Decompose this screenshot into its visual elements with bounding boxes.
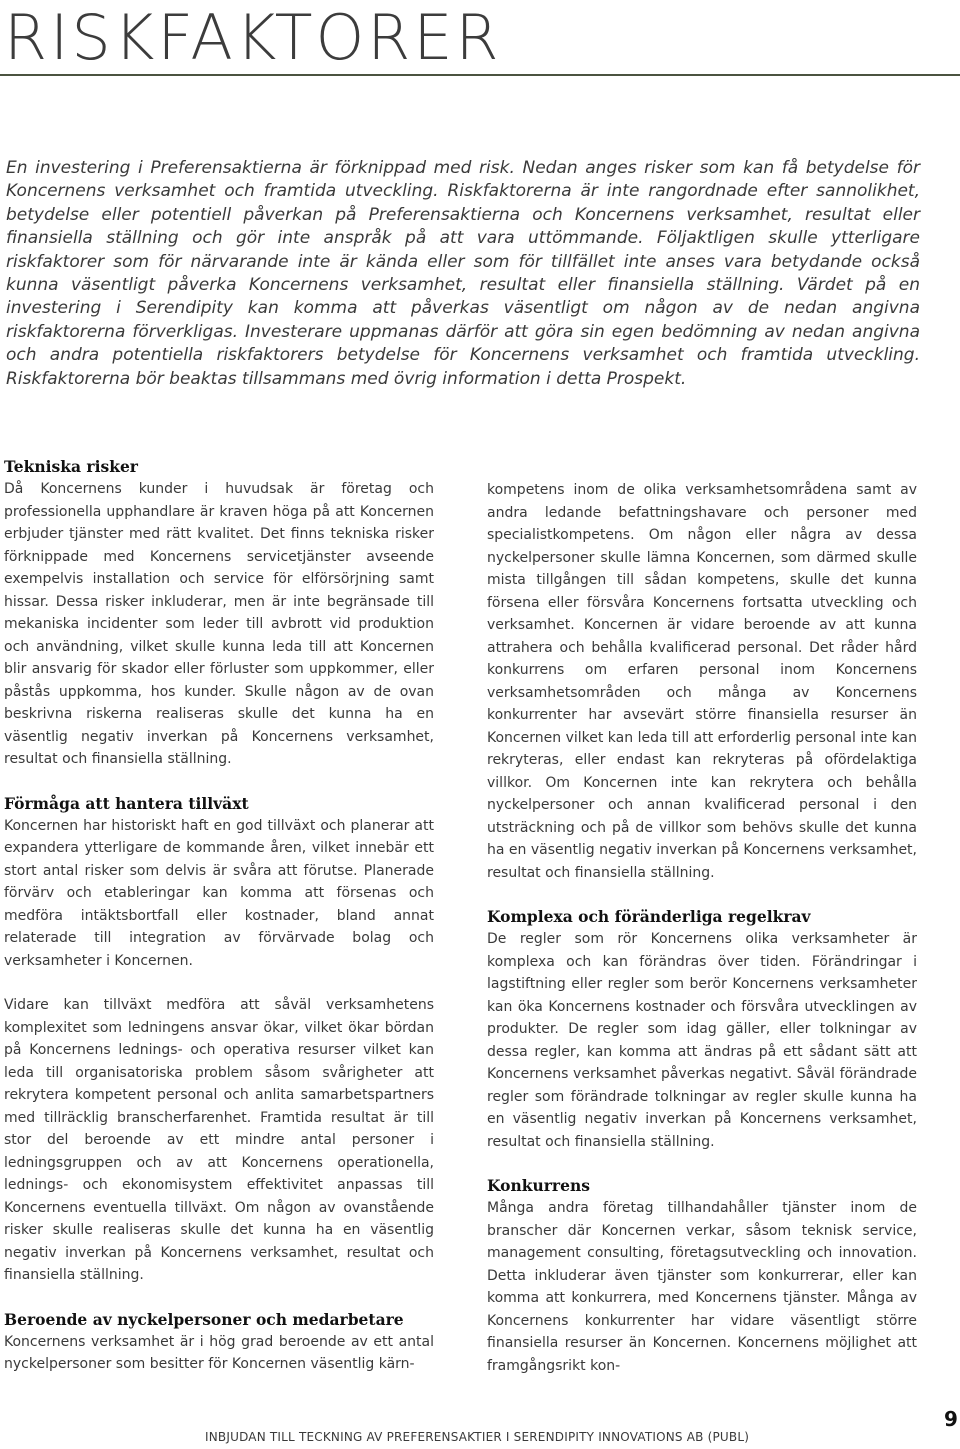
intro-paragraph: En investering i Preferensaktierna är förknippad med risk. Nedan anges risker som kan få betydelse för Koncernens verksamhet och framtida utveckling. Riskfaktorerna är inte rangordnade efter sannolikhet, betydelse eller potentiell påverkan på Preferensaktierna och Koncernens verksamhet, resultat eller finansiella ställning och gör inte anspråk på att vara uttömmande. Följaktligen skulle ytterligare riskfaktorer som för närvarande inte är kända eller som för tillfället inte anses vara betydande också kunna väsentligt påverka Koncernens verksamhet, resultat eller finansiella ställning. Värdet på en investering i Serendipity kan komma att påverkas väsentligt om någon av de nedan angivna riskfaktorerna förverkligas. Investerare uppmanas därför att göra sin egen bedömning av nedan angivna och andra potentiella riskfaktorers betydelse för Koncernens verksamhet och framtida utveckling. Riskfaktorerna bör beaktas tillsammans med övrig information i detta Prospekt. bbox=[6, 158, 920, 389]
section-heading-beroende-av-nyckelpersoner: Beroende av nyckelpersoner och medarbetare bbox=[4, 1309, 404, 1329]
section-heading-konkurrens: Konkurrens bbox=[487, 1176, 590, 1195]
section-paragraph: Vidare kan tillväxt medföra att såväl verksamhetens komplexitet som ledningens ansvar ökar, vilket ökar bördan på Koncernens lednings- och operativa resurser vilket kan leda till organisatoriska problem såsom svårigheter att rekrytera kompetent personal och anlita samarbetspartners med tillräcklig branscherfarenhet. Framtida resultat är till stor del beroende av ett mindre antal personer i ledningsgruppen och av att Koncernens operationella, lednings- och ekonomisystem effektivitet anpassas till Koncernens eventuella tillväxt. Om någon av ovanstående risker skulle realiseras skulle det kunna ha en väsentlig negativ inverkan på Koncernens verksamhet, resultat och finansiella ställning. bbox=[4, 997, 434, 1283]
section-heading-formaga-att-hantera-tillvaxt: Förmåga att hantera tillväxt bbox=[4, 793, 249, 813]
footer-text: INBJUDAN TILL TECKNING AV PREFERENSAKTIER I SERENDIPITY INNOVATIONS AB (PUBL) bbox=[205, 1430, 750, 1444]
title-divider bbox=[0, 74, 960, 76]
page-title: RISKFAKTORER bbox=[4, 1, 502, 74]
section-paragraph: Koncernen har historiskt haft en god tillväxt och planerar att expandera ytterligare de kommande åren, vilket innebär ett stort antal risker som delvis är svåra att förutse. Planerade förvärv och etableringar kan komma att försenas och medföra intäktsbortfall eller kostnader, bland annat relaterade till integration av förvärvade bolag och verksamheter i Koncernen. bbox=[4, 817, 434, 969]
section-paragraph: De regler som rör Koncernens olika verksamheter är komplexa och kan förändras över tiden. Förändringar i lagstiftning eller regler som berör Koncernens verksamheter kan öka Koncernens kostnader och försvåra utvecklingen av produkter. De regler som idag gäller, eller tolkningar av dessa regler, kan komma att ändras på ett sådant sätt att Koncernens verksamhet påverkas negativt. Såväl förändrade regler som förändrade tolkningar av regler skulle kunna ha en väsentlig negativ inverkan på Koncernens verksamhet, resultat och finansiella ställning. bbox=[487, 931, 917, 1150]
section-heading-tekniska-risker: Tekniska risker bbox=[4, 457, 138, 476]
section-paragraph: Då Koncernens kunder i huvudsak är företag och professionella upphandlare är kraven höga på att Koncernen erbjuder tjänster med rätt kvalitet. Det finns tekniska risker förknippade med Koncernens servicetjänster avseende exempelvis installation och service för elförsörjning samt hissar. Dessa risker inkluderar, men är inte begränsade till mekaniska incidenter som leder till avbrott vid produktion och användning, vilket skulle kunna leda till att Koncernen blir ansvarig för skador eller förluster som uppkommer, eller påstås uppkomma, hos kunder. Skulle någon av de ovan beskrivna riskerna realiseras skulle det kunna ha en väsentlig negativ inverkan på Koncernens verksamhet, resultat och finansiella ställning. bbox=[4, 481, 434, 767]
section-heading-komplexa-regelkrav: Komplexa och föränderliga regelkrav bbox=[487, 907, 811, 926]
right-column bbox=[487, 479, 917, 1377]
section-paragraph: Många andra företag tillhandahåller tjänster inom de branscher där Koncernen verkar, såsom teknisk service, management consulting, företagsutveckling och innovation. Detta inkluderar även tjänster som konkurrerar, eller kan komma att konkurrera, med Koncernens tjänster. Många av Koncernens konkurrenter har vidare väsentligt större finansiella resurser än Koncernen. Koncernens möjlighet att framgångsrikt kon- bbox=[487, 1200, 917, 1374]
left-column bbox=[4, 456, 434, 1376]
section-paragraph: kompetens inom de olika verksamhetsområdena samt av andra ledande befattningshavare och personer med specialistkompetens. Om någon eller några av dessa nyckelpersoner skulle lämna Koncernen, som därmed skulle mista tillgången till sådan kompetens, skulle det kunna försena eller försvåra Koncernens fortsatta utveckling och verksamhet. Koncernen är vidare beroende av att kunna attrahera och behålla kvalificerad personal. Det råder hård konkurrens om erfaren personal inom Koncernens verksamhetsområden och många av Koncernens konkurrenter har avsevärt större finansiella resurser än Koncernen vilket kan leda till att erforderlig personal inte kan rekryteras, eller endast kan rekryteras på ofördelaktiga villkor. Om Koncernen inte kan rekrytera och behålla nyckelpersoner och annan kvalificerad personal i den utsträckning och på de villkor som behövs skulle det kunna ha en väsentlig negativ inverkan på Koncernens verksamhet, resultat och finansiella ställning. bbox=[487, 482, 917, 881]
page-number: 9 bbox=[944, 1407, 958, 1431]
section-paragraph: Koncernens verksamhet är i hög grad beroende av ett antal nyckelpersoner som besitter för Koncernen väsentlig kärn- bbox=[4, 1333, 434, 1372]
